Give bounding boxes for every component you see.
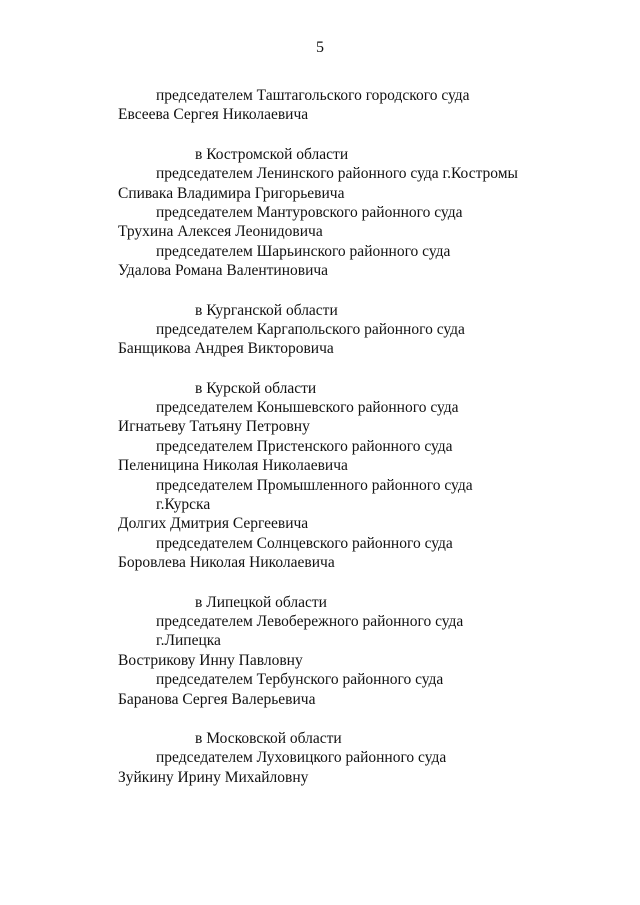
region-section xyxy=(118,593,618,709)
region-heading: в Липецкой области xyxy=(195,593,327,611)
appointee-name: Удалова Романа Валентиновича xyxy=(118,262,329,280)
document-body xyxy=(118,86,618,787)
appointment-position: председателем Солнцевского районного суда xyxy=(156,534,453,552)
region-heading: в Московской области xyxy=(195,729,342,747)
appointee-name: Игнатьеву Татьяну Петровну xyxy=(118,418,310,436)
appointment-position: председателем Тербунского районного суда xyxy=(156,671,444,689)
region-heading: в Курганской области xyxy=(195,301,338,319)
region-section xyxy=(118,379,618,573)
appointee-name: Пеленицина Николая Николаевича xyxy=(118,457,348,475)
appointee-name: Вострикову Инну Павловну xyxy=(118,651,303,669)
appointment-position: председателем Левобережного районного суда xyxy=(156,612,464,630)
appointment-position: председателем Мантуровского районного суда xyxy=(156,203,463,221)
appointment-position: г.Липецка xyxy=(156,632,221,650)
appointee-name: Баранова Сергея Валерьевича xyxy=(118,690,316,708)
appointment-position: председателем Таштагольского городского суда xyxy=(156,87,470,104)
appointment-position: председателем Промышленного районного суда xyxy=(156,476,473,494)
appointee-name: Зуйкину Ирину Михайловну xyxy=(118,768,309,786)
appointee-name: Боровлева Николая Николаевича xyxy=(118,554,335,572)
appointment-position: председателем Каргапольского районного суда xyxy=(156,320,465,338)
page-number: 5 xyxy=(316,39,324,56)
region-heading: в Костромской области xyxy=(195,145,349,163)
appointee-name: Долгих Дмитрия Сергеевича xyxy=(118,515,309,533)
region-section xyxy=(118,145,618,281)
appointment-position: председателем Ленинского районного суда г.Костромы xyxy=(156,165,518,183)
appointment-position: председателем Пристенского районного суда xyxy=(156,437,453,455)
appointment-position: председателем Конышевского районного суда xyxy=(156,399,459,417)
appointee-name: Спивака Владимира Григорьевича xyxy=(118,184,345,202)
appointee-name: Евсеева Сергея Николаевича xyxy=(118,106,309,124)
appointment-position: председателем Луховицкого районного суда xyxy=(156,749,447,767)
region-section xyxy=(118,86,618,125)
region-section xyxy=(118,729,618,787)
appointment-position: председателем Шарьинского районного суда xyxy=(156,242,451,260)
region-section xyxy=(118,301,618,359)
appointee-name: Трухина Алексея Леонидовича xyxy=(118,223,323,241)
appointee-name: Банщикова Андрея Викторовича xyxy=(118,340,334,358)
region-heading: в Курской области xyxy=(195,379,317,397)
appointment-position: г.Курска xyxy=(156,496,211,514)
